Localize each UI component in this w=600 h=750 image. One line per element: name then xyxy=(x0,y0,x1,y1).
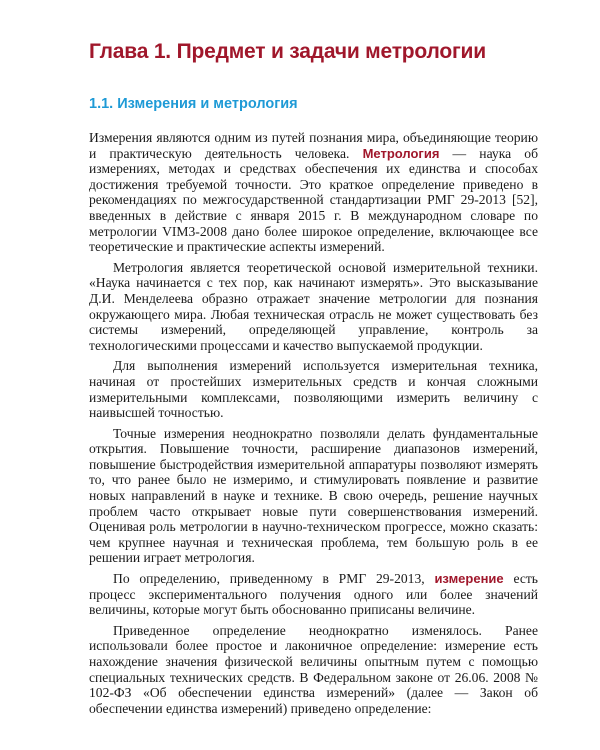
paragraph-text: По определению, приведенному в РМГ 29-2013, xyxy=(113,571,435,587)
paragraph-text: Измерения являются одним из путей познания мира, объединяющие теорию и практическую деятельность человека. xyxy=(89,130,538,161)
paragraph-2: Метрология является теоретической основой измерительной техники. «Наука начинается с тех пор, как начинают измерять». Это высказывание Д.И. Менделеева образно отражает значение метрологии для познания окружающего мира. Любая техническая отрасль не может существовать без системы измерений, определяющей управление, контроль за технологическими процессами и качество выпускаемой продукции. xyxy=(89,259,538,353)
chapter-title: Глава 1. Предмет и задачи метрологии xyxy=(89,40,486,63)
term-measurement: измерение xyxy=(434,571,504,587)
paragraph-6: Приведенное определение неоднократно изменялось. Ранее использовали более простое и лаконичное определение: измерение есть нахождение значения физической величины опытным путем с помощью специальных технических средств. В Федеральном законе от 26.06. 2008 № 102-ФЗ «Об обеспечении единства измерений» (далее — Закон об обеспечении единства измерений) приведено определение: xyxy=(89,622,538,716)
body-text xyxy=(89,130,538,716)
paragraph-1 xyxy=(89,130,538,255)
term-metrology: Метрология xyxy=(362,145,440,161)
paragraph-5 xyxy=(89,571,538,618)
paragraph-3: Для выполнения измерений используется измерительная техника, начиная от простейших измерительных средств и кончая сложными измерительными комплексами, позволяющими измерить величину с наивысшей точностью. xyxy=(89,358,538,421)
paragraph-4: Точные измерения неоднократно позволяли делать фундаментальные открытия. Повышение точности, расширение диапазонов измерений, повышение быстродействия измерительной аппаратуры позволяют измерять то, что ранее было не измеримо, и стимулировать появление и развитие новых направлений в науке и технике. В свою очередь, решение научных проблем часто открывает новые пути совершенствования измерений. Оценивая роль метрологии в научно-техническом прогрессе, можно сказать: чем крупнее научная и техническая проблема, тем большую роль в ее решении играет метрология. xyxy=(89,425,538,566)
paragraph-text: есть процесс экспериментального получения одного или более значений величины, которые могут быть обоснованно приписаны величине. xyxy=(89,571,538,618)
section-title: 1.1. Измерения и метрология xyxy=(89,96,298,112)
paragraph-text: — наука об измерениях, методах и средствах обеспечения их единства и способах достижения требуемой точности. Это краткое определение приведено в рекомендациях по межгосударственной стандартизации РМГ 29-2013 [52], введенных в действие с января 2015 г. В международном словаре по метрологии VIM3-2008 дано более широкое определение, включающее все теоретические и практические аспекты измерений. xyxy=(89,145,538,255)
